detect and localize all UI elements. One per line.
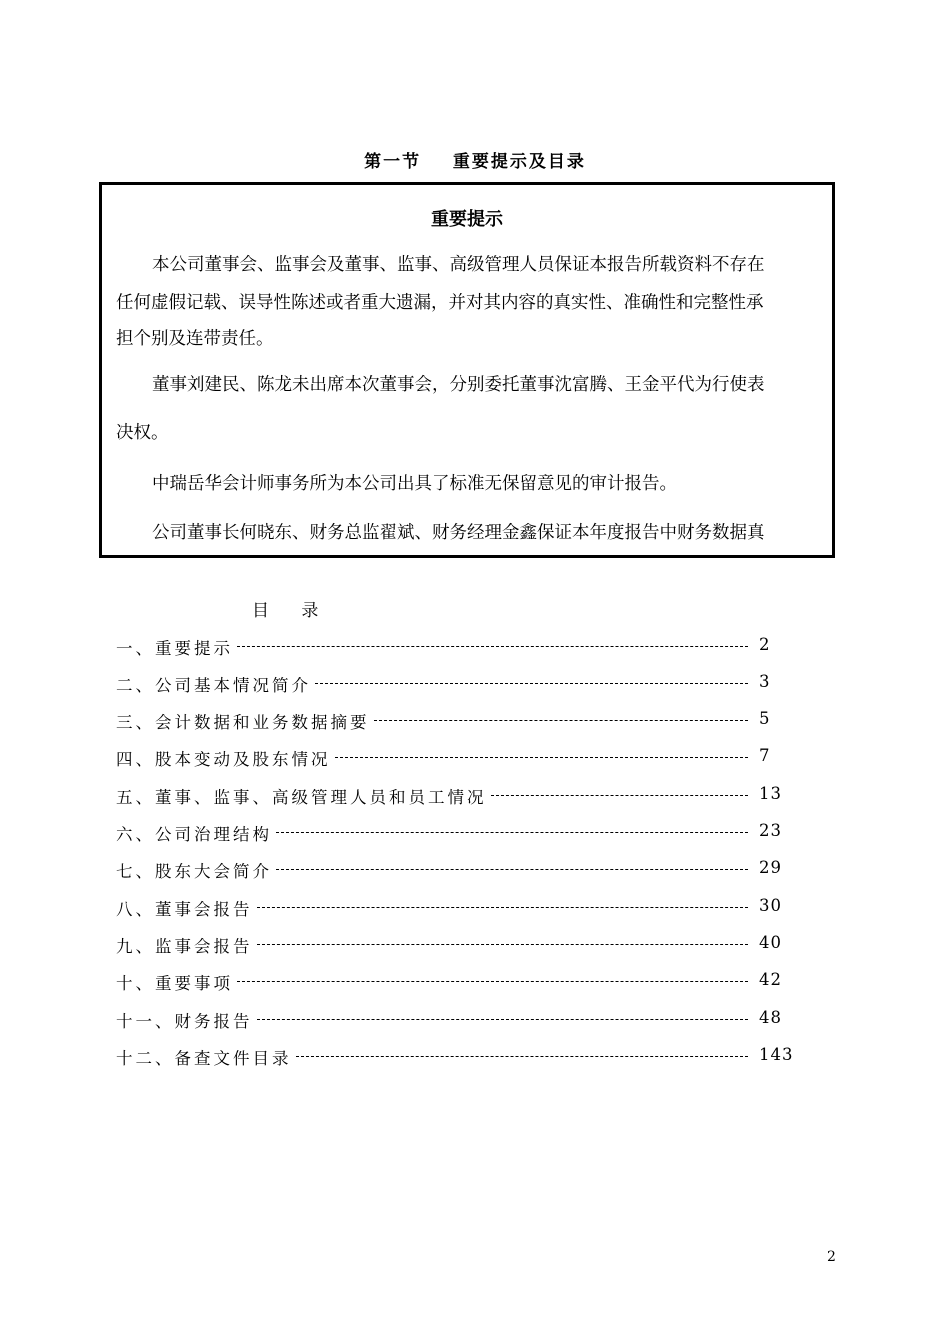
toc-entry-page: 143 [759,1045,794,1064]
toc-entry[interactable] [116,709,796,731]
toc-leader [276,869,748,870]
toc-entry-title: 八、董事会报告 [116,900,253,919]
toc-entry[interactable] [116,970,796,992]
toc-entry[interactable] [116,1045,796,1067]
toc-heading: 目 录 [252,601,319,621]
toc-entry-title: 九、监事会报告 [116,937,253,956]
toc-entry-title: 三、会计数据和业务数据摘要 [116,713,370,732]
toc-entry-title: 五、董事、监事、高级管理人员和员工情况 [116,788,487,807]
notice-line: 董事刘建民、陈龙未出席本次董事会，分别委托董事沈富腾、王金平代为行使表 [152,375,765,395]
toc-entry-page: 2 [759,635,771,654]
toc-entry-page: 30 [759,896,782,915]
toc-leader [491,795,748,796]
toc-leader [276,832,748,833]
toc-leader [315,683,748,684]
toc-leader [237,981,748,982]
toc-leader [296,1056,748,1057]
notice-title: 重要提示 [431,209,503,230]
toc-entry[interactable] [116,1008,796,1030]
toc-leader [237,646,748,647]
toc-entry[interactable] [116,821,796,843]
toc-entry[interactable] [116,858,796,880]
notice-line: 任何虚假记载、误导性陈述或者重大遗漏，并对其内容的真实性、准确性和完整性承 [116,293,764,313]
toc-entry-title: 二、公司基本情况简介 [116,676,311,695]
toc-entry[interactable] [116,896,796,918]
toc-leader [257,907,748,908]
toc-entry[interactable] [116,746,796,768]
toc-leader [257,944,748,945]
toc-entry-page: 42 [759,970,782,989]
toc-entry-page: 13 [759,784,782,803]
toc-entry[interactable] [116,635,796,657]
important-notice-box [99,182,835,558]
toc-leader [257,1019,748,1020]
notice-line: 决权。 [116,423,169,443]
toc-entry[interactable] [116,933,796,955]
toc-entry-title: 十二、备查文件目录 [116,1049,292,1068]
toc-entry-title: 六、公司治理结构 [116,825,272,844]
toc-entry-page: 29 [759,858,782,877]
toc-entry-page: 40 [759,933,782,952]
toc-entry[interactable] [116,784,796,806]
notice-line: 本公司董事会、监事会及董事、监事、高级管理人员保证本报告所载资料不存在 [152,255,765,275]
toc-entry-page: 23 [759,821,782,840]
toc-entry-title: 十一、财务报告 [116,1012,253,1031]
page-number: 2 [827,1249,836,1265]
toc-entry-page: 5 [759,709,771,728]
toc-leader [335,757,748,758]
toc-entry[interactable] [116,672,796,694]
notice-line: 担个别及连带责任。 [116,329,274,349]
section-heading: 第一节 重要提示及目录 [364,152,586,172]
notice-line: 中瑞岳华会计师事务所为本公司出具了标准无保留意见的审计报告。 [152,474,677,494]
toc-entry-page: 7 [759,746,771,765]
toc-entry-title: 四、股本变动及股东情况 [116,750,331,769]
toc-entry-title: 七、股东大会简介 [116,862,272,881]
toc-entry-title: 一、重要提示 [116,639,233,658]
notice-line: 公司董事长何晓东、财务总监翟斌、财务经理金鑫保证本年度报告中财务数据真 [152,523,765,543]
toc-entry-page: 48 [759,1008,782,1027]
toc-leader [374,720,748,721]
toc-entry-title: 十、重要事项 [116,974,233,993]
toc-entry-page: 3 [759,672,771,691]
